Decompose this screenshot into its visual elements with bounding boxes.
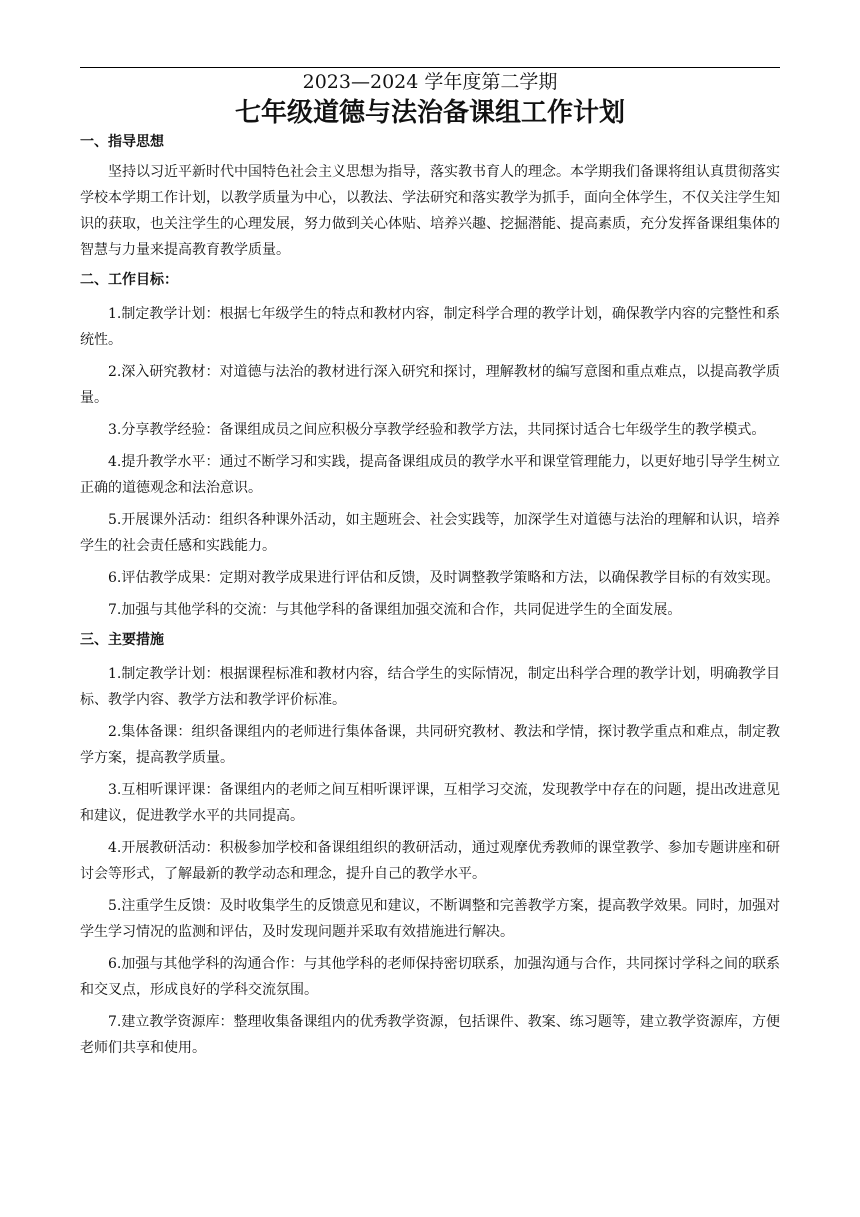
document-subtitle: 2023—2024 学年度第二学期 — [302, 71, 558, 93]
measure-item: 6.加强与其他学科的沟通合作：与其他学科的老师保持密切联系，加强沟通与合作，共同探讨学科之间的联系和交叉点，形成良好的学科交流氛围。 — [80, 956, 780, 998]
work-goal-item: 1.制定教学计划：根据七年级学生的特点和教材内容，制定科学合理的教学计划，确保教学内容的完整性和系统性。 — [80, 306, 780, 348]
work-goal-item: 2.深入研究教材：对道德与法治的教材进行深入研究和探讨，理解教材的编写意图和重点难点，以提高教学质量。 — [80, 364, 780, 406]
work-goal-item: 6.评估教学成果：定期对教学成果进行评估和反馈，及时调整教学策略和方法，以确保教学目标的有效实现。 — [108, 570, 780, 586]
work-goal-item: 5.开展课外活动：组织各种课外活动，如主题班会、社会实践等，加深学生对道德与法治的理解和认识，培养学生的社会责任感和实践能力。 — [80, 512, 780, 554]
work-goal-item: 4.提升教学水平：通过不断学习和实践，提高备课组成员的教学水平和课堂管理能力，以更好地引导学生树立正确的道德观念和法治意识。 — [80, 454, 780, 496]
measure-item: 3.互相听课评课：备课组内的老师之间互相听课评课，互相学习交流，发现教学中存在的问题，提出改进意见和建议，促进教学水平的共同提高。 — [80, 782, 780, 824]
work-goal-item: 7.加强与其他学科的交流：与其他学科的备课组加强交流和合作，共同促进学生的全面发展。 — [108, 602, 682, 618]
section-heading-main-measures: 三、主要措施 — [80, 632, 164, 648]
work-goal-item: 3.分享教学经验：备课组成员之间应积极分享教学经验和教学方法，共同探讨适合七年级学生的教学模式。 — [108, 422, 766, 438]
measure-item: 4.开展教研活动：积极参加学校和备课组组织的教研活动，通过观摩优秀教师的课堂教学、参加专题讲座和研讨会等形式，了解最新的教学动态和理念，提升自己的教学水平。 — [80, 840, 780, 882]
document-title: 七年级道德与法治备课组工作计划 — [234, 98, 625, 128]
section-heading-guiding-ideology: 一、指导思想 — [80, 134, 164, 150]
measure-item: 5.注重学生反馈：及时收集学生的反馈意见和建议，不断调整和完善教学方案，提高教学效果。同时，加强对学生学习情况的监测和评估，及时发现问题并采取有效措施进行解决。 — [80, 898, 780, 940]
section-heading-work-goals: 二、工作目标： — [80, 272, 178, 288]
guiding-ideology-paragraph: 坚持以习近平新时代中国特色社会主义思想为指导，落实教书育人的理念。本学期我们备课将组认真贯彻落实学校本学期工作计划，以教学质量为中心，以教法、学法研究和落实教学为抓手，面向全体学生，不仅关注学生知识的获取，也关注学生的心理发展，努力做到关心体贴、培养兴趣、挖掘潜能、提高素质，充分发挥备课组集体的智慧与力量来提高教育教学质量。 — [80, 164, 780, 258]
measure-item: 1.制定教学计划：根据课程标准和教材内容，结合学生的实际情况，制定出科学合理的教学计划，明确教学目标、教学内容、教学方法和教学评价标准。 — [80, 666, 780, 708]
header-rule — [80, 67, 780, 68]
measure-item: 7.建立教学资源库：整理收集备课组内的优秀教学资源，包括课件、教案、练习题等，建立教学资源库，方便老师们共享和使用。 — [80, 1014, 780, 1056]
document-body — [80, 131, 780, 1061]
measure-item: 2.集体备课：组织备课组内的老师进行集体备课，共同研究教材、教法和学情，探讨教学重点和难点，制定教学方案，提高教学质量。 — [80, 724, 780, 766]
